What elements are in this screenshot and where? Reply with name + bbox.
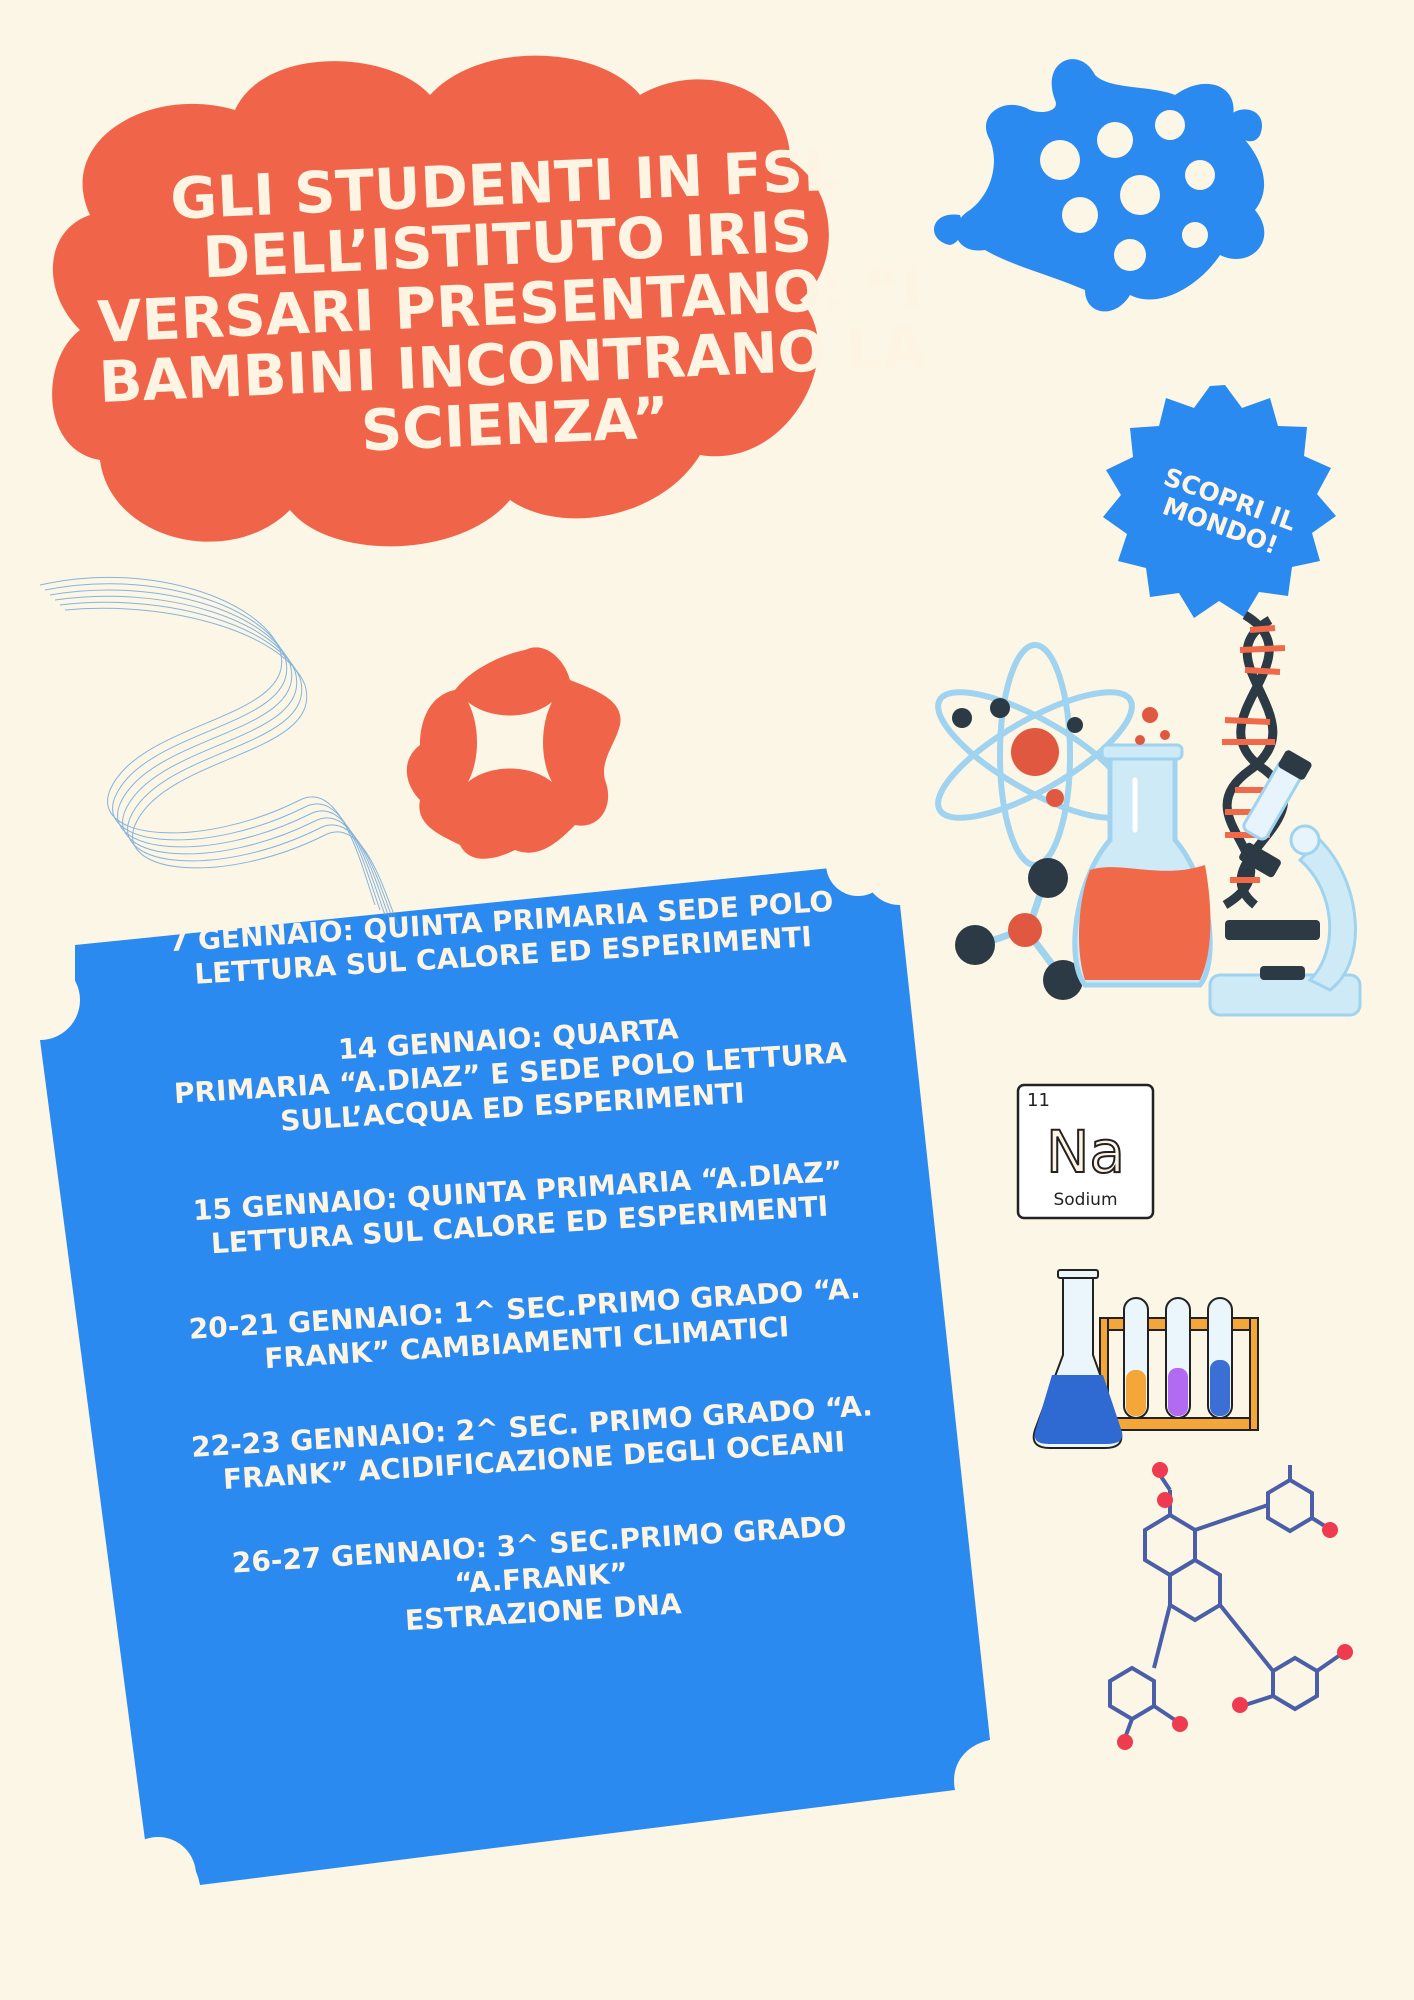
event-item: 22-23 GENNAIO: 2^ SEC. PRIMO GRADO “A. FRANK” ACIDIFICAZIONE DEGLI OCEANI (190, 1389, 874, 1496)
flask-icon (1075, 707, 1211, 985)
event-item: 7 GENNAIO: QUINTA PRIMARIA SEDE POLO LETTURA SUL CALORE ED ESPERIMENTI (167, 884, 835, 991)
chemical-structure-icon (1110, 1465, 1340, 1738)
element-symbol: Na (1046, 1118, 1125, 1186)
wave-lines-shape (40, 577, 400, 930)
blue-splat-shape (934, 59, 1264, 311)
page-title: GLI STUDENTI IN FSL DELL’ISTITUTO IRIS VERSARI PRESENTANO: “I BAMBINI INCONTRANO LA SCIENZA” (96, 137, 928, 465)
event-item: 26-27 GENNAIO: 3^ SEC.PRIMO GRADO “A.FRANK” ESTRAZIONE DNA (230, 1509, 848, 1638)
events-list (81, 879, 967, 1705)
molecule-icon (955, 858, 1083, 1000)
test-tubes-icon (1034, 1270, 1258, 1448)
event-item: 14 GENNAIO: QUARTA PRIMARIA “A.DIAZ” E SEDE POLO LETTURA SULL’ACQUA ED ESPERIMENTI (173, 1012, 848, 1138)
element-name: Sodium (1053, 1190, 1118, 1210)
coral-star-shape (407, 647, 621, 858)
event-item: 20-21 GENNAIO: 1^ SEC.PRIMO GRADO “A. FRANK” CAMBIAMENTI CLIMATICI (187, 1271, 862, 1376)
badge-text: SCOPRI IL MONDO! (1158, 462, 1300, 560)
event-item: 15 GENNAIO: QUINTA PRIMARIA “A.DIAZ” LETTURA SUL CALORE ED ESPERIMENTI (191, 1154, 844, 1261)
element-number: 11 (1027, 1090, 1050, 1111)
